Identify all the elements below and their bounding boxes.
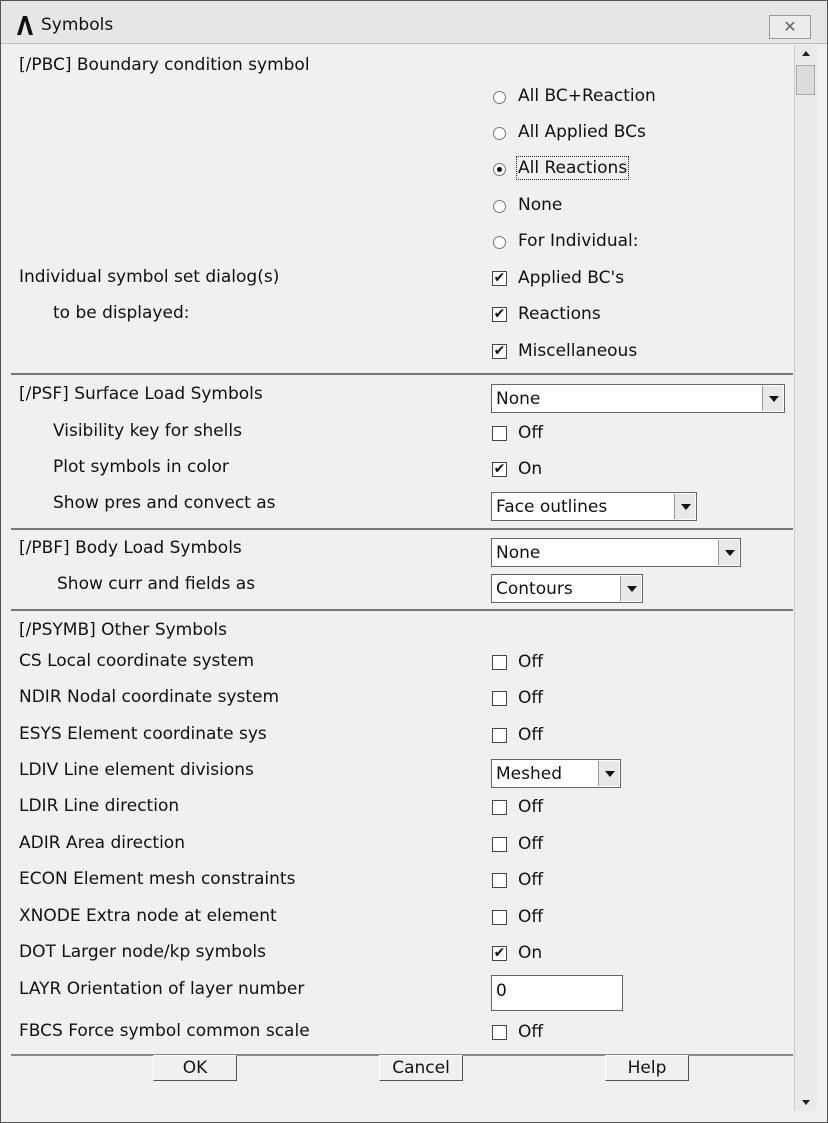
- chevron-down-icon: [674, 494, 695, 519]
- checkbox-value: Off: [518, 834, 544, 854]
- adir-checkbox[interactable]: [492, 837, 507, 852]
- pres-convect-select[interactable]: [491, 492, 697, 521]
- individual-label: Individual symbol set dialog(s): [19, 267, 280, 287]
- esys-label: ESYS Element coordinate sys: [19, 724, 267, 744]
- psymb-header: [/PSYMB] Other Symbols: [19, 620, 228, 640]
- close-button[interactable]: [769, 15, 811, 39]
- radio-label: None: [518, 195, 563, 215]
- econ-checkbox[interactable]: [492, 873, 507, 888]
- radio-all-reactions[interactable]: [493, 163, 506, 176]
- ldiv-select-value: Meshed: [496, 764, 563, 784]
- radio-all-bc-reaction[interactable]: [493, 91, 506, 104]
- window-title: Symbols: [41, 15, 114, 35]
- pbc-header: [/PBC] Boundary condition symbol: [19, 55, 310, 75]
- plot-color-checkbox[interactable]: ✔: [493, 461, 506, 477]
- chevron-down-icon: [620, 576, 641, 601]
- checkbox-value: Off: [518, 1022, 544, 1042]
- checkbox-label: Reactions: [518, 304, 601, 324]
- pres-convect-label: Show pres and convect as: [53, 493, 276, 513]
- checkbox-value: On: [518, 943, 543, 963]
- scroll-up-icon[interactable]: [795, 45, 817, 63]
- xnode-label: XNODE Extra node at element: [19, 906, 277, 926]
- radio-for-individual[interactable]: [493, 236, 506, 249]
- pres-convect-value: Face outlines: [496, 497, 608, 517]
- scrollbar-thumb[interactable]: [796, 65, 815, 95]
- checkbox-value: Off: [518, 652, 544, 672]
- checkbox-value: Off: [518, 688, 544, 708]
- checkbox-value: Off: [518, 725, 544, 745]
- checkbox-value: Off: [518, 423, 544, 443]
- vertical-scrollbar[interactable]: [794, 45, 817, 1111]
- fbcs-label: FBCS Force symbol common scale: [19, 1021, 310, 1041]
- checkbox-value: Off: [518, 907, 544, 927]
- checkbox-value: Off: [518, 870, 544, 890]
- individual-label-2: to be displayed:: [53, 303, 190, 323]
- plot-color-label: Plot symbols in color: [53, 457, 229, 477]
- shell-visibility-label: Visibility key for shells: [53, 421, 242, 441]
- section-divider: [11, 528, 793, 530]
- cancel-button[interactable]: Cancel: [379, 1055, 463, 1081]
- xnode-checkbox[interactable]: [492, 910, 507, 925]
- curr-fields-select[interactable]: [491, 574, 643, 603]
- ldiv-label: LDIV Line element divisions: [19, 760, 254, 780]
- fbcs-checkbox[interactable]: [492, 1025, 507, 1040]
- ndir-label: NDIR Nodal coordinate system: [19, 687, 280, 707]
- layr-input-value: 0: [496, 981, 507, 1001]
- section-divider: [11, 373, 793, 375]
- adir-label: ADIR Area direction: [19, 833, 185, 853]
- checkbox-value: On: [518, 459, 543, 479]
- radio-label: All BC+Reaction: [518, 86, 656, 106]
- curr-fields-label: Show curr and fields as: [57, 574, 256, 594]
- reactions-checkbox[interactable]: ✔: [493, 306, 506, 322]
- radio-label: All Reactions: [518, 158, 628, 178]
- applied-bcs-checkbox[interactable]: ✔: [493, 270, 506, 286]
- pbf-select[interactable]: [491, 538, 741, 567]
- ok-button[interactable]: OK: [153, 1055, 237, 1081]
- checkbox-label: Applied BC's: [518, 268, 625, 288]
- shell-visibility-checkbox[interactable]: [492, 426, 507, 441]
- cs-label: CS Local coordinate system: [19, 651, 255, 671]
- psf-select[interactable]: [491, 384, 785, 413]
- cs-checkbox[interactable]: [492, 655, 507, 670]
- psf-header: [/PSF] Surface Load Symbols: [19, 384, 263, 404]
- layr-label: LAYR Orientation of layer number: [19, 979, 305, 999]
- ldiv-select[interactable]: [491, 759, 621, 788]
- chevron-down-icon: [762, 386, 783, 411]
- checkbox-value: Off: [518, 797, 544, 817]
- miscellaneous-checkbox[interactable]: ✔: [493, 343, 506, 359]
- title-bar: [1, 1, 827, 44]
- layr-input[interactable]: [491, 975, 623, 1011]
- pbf-select-value: None: [496, 543, 541, 563]
- ansys-logo-icon: [15, 14, 35, 36]
- close-icon: ✕: [783, 17, 797, 36]
- radio-none[interactable]: [493, 200, 506, 213]
- ndir-checkbox[interactable]: [492, 691, 507, 706]
- econ-label: ECON Element mesh constraints: [19, 869, 296, 889]
- ldir-label: LDIR Line direction: [19, 796, 180, 816]
- radio-label: All Applied BCs: [518, 122, 646, 142]
- radio-all-applied-bcs[interactable]: [493, 127, 506, 140]
- chevron-down-icon: [598, 761, 619, 786]
- chevron-down-icon: [718, 540, 739, 565]
- scroll-down-icon[interactable]: [795, 1093, 817, 1111]
- ldir-checkbox[interactable]: [492, 800, 507, 815]
- section-divider: [11, 609, 793, 611]
- dot-label: DOT Larger node/kp symbols: [19, 942, 266, 962]
- radio-label: For Individual:: [518, 231, 639, 251]
- psf-select-value: None: [496, 389, 541, 409]
- curr-fields-value: Contours: [496, 579, 573, 599]
- dialog-content: [11, 45, 793, 1055]
- esys-checkbox[interactable]: [492, 728, 507, 743]
- checkbox-label: Miscellaneous: [518, 341, 638, 361]
- help-button[interactable]: Help: [605, 1055, 689, 1081]
- pbf-header: [/PBF] Body Load Symbols: [19, 538, 242, 558]
- dot-checkbox[interactable]: ✔: [493, 945, 506, 961]
